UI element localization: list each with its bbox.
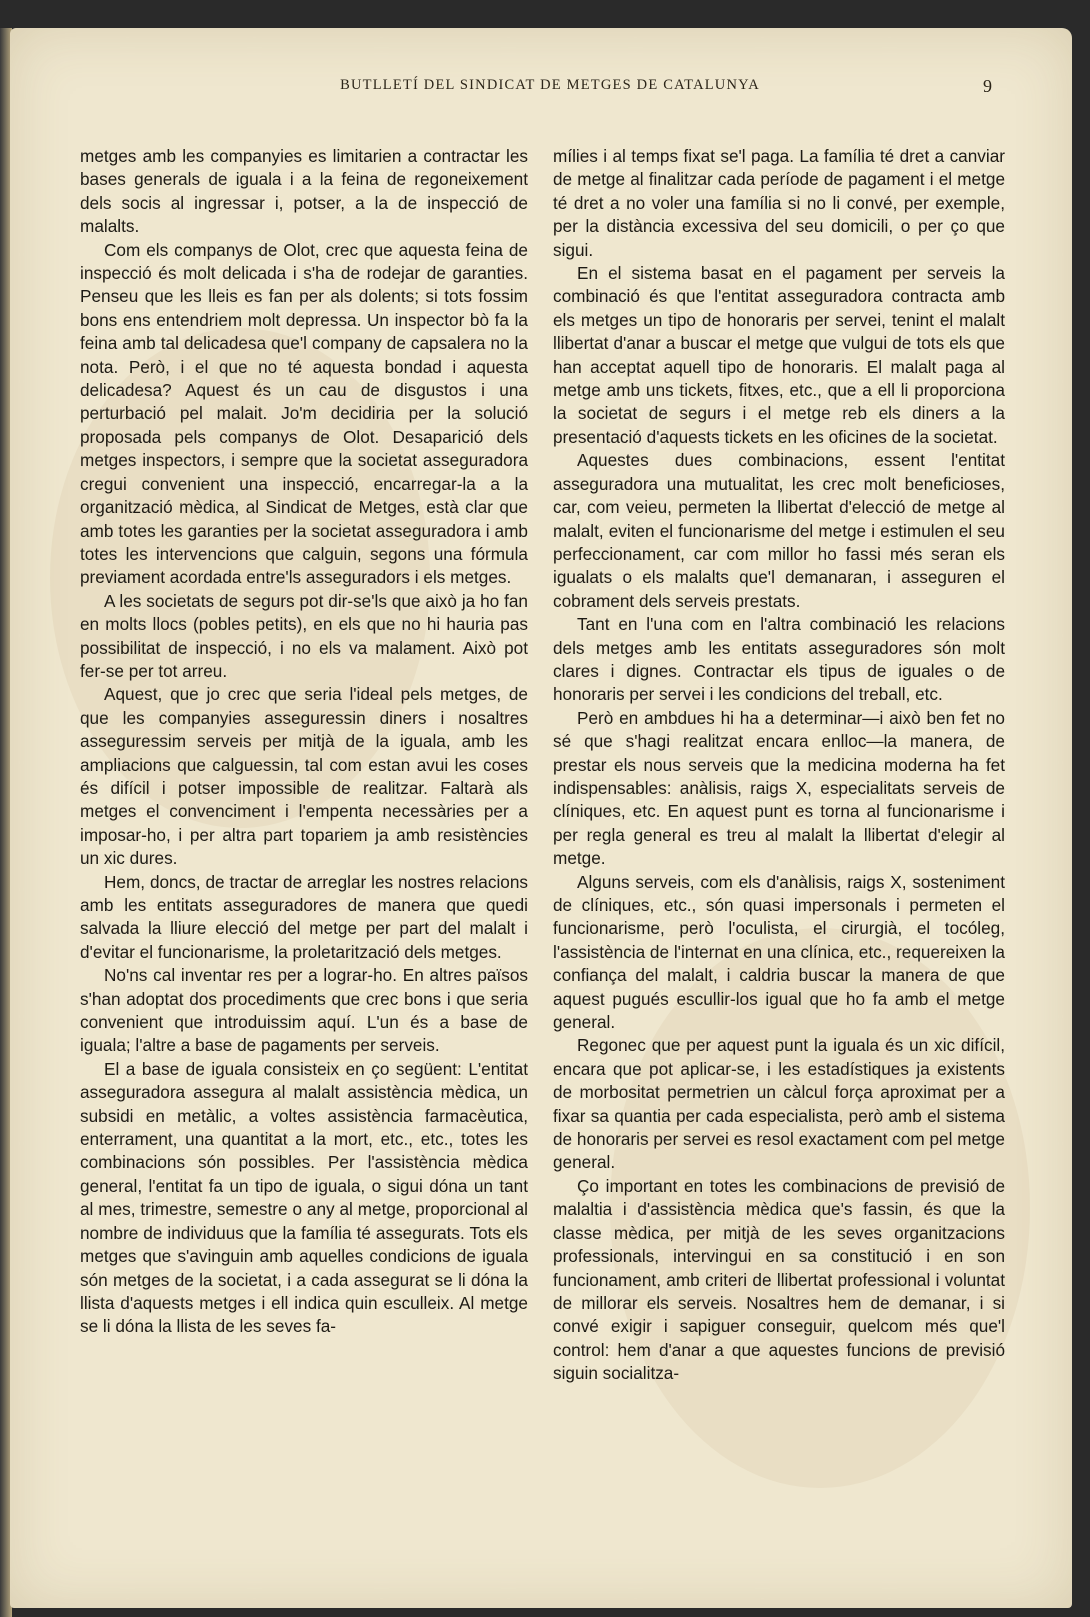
paragraph: Alguns serveis, com els d'anàlisis, raigs X, sosteniment de clíniques, etc., són quasi impersonals i permeten el funcionarisme, però l'oculista, el cirurgià, el tocóleg, l'assistència de l'internat en una clínica, etc., requereixen la confiança del malalt, i caldria buscar la manera de que aquest pugués escullir-los igual que ho fa amb el metge general. [553,871,1005,1033]
paragraph: Hem, doncs, de tractar de arreglar les nostres relacions amb les entitats asseguradores de manera que quedi salvada la lliure elecció del metge per part del malalt i d'evitar el funcionarisme, la proletarització dels metges. [80,871,528,962]
paragraph: A les societats de segurs pot dir-se'ls que això ja ho fan en molts llocs (pobles petits), en els que no hi hauria pas possibilitat de inspecció, i no els va malament. Això pot fer-se per tot arreu. [80,590,528,681]
paragraph: En el sistema basat en el pagament per serveis la combinació és que l'entitat asseguradora contracta amb els metges un tipo de honoraris per servei, tenint el malalt llibertat d'anar a buscar el metge que vulgui de tots els que han acceptat aquell tipo de honoraris. El malalt paga al metge amb uns tickets, fitxes, etc., que a ell li proporciona la societat de segurs i el metge reb els diners a la presentació d'aquests tickets en les oficines de la societat. [553,263,1005,447]
paragraph: mílies i al temps fixat se'l paga. La família té dret a canviar de metge al finalitzar cada període de pagament i el metge té dret a no voler una família si no li convé, per exemple, per la distància excessiva del seu domicili, o per ço que sigui. [553,146,1005,260]
running-header: BUTLLETÍ DEL SINDICAT DE METGES DE CATALUNYA [340,77,760,93]
paragraph: Però en ambdues hi ha a determinar—i això ben fet no sé que s'hagi realitzat encara enlloc—la manera, de prestar els nous serveis que la medicina moderna ha fet indispensables: anàlisis, raigs X, especialitats serveis de clíniques, etc. En aquest punt es torna al funcionarisme i per regla general es treu al malalt la llibertat d'elegir al metge. [553,707,1005,869]
paragraph: Aquestes dues combinacions, essent l'entitat asseguradora una mutualitat, les crec molt beneficioses, car, com veieu, permeten la llibertat d'elecció de metge al malalt, eviten el funcionarisme del metge i estimulen el seu perfeccionament, car com millor ho fassi més seran els igualats o els malalts que'l demanaran, i asseguren el cobrament dels serveis prestats. [553,450,1005,611]
paragraph: Com els companys de Olot, crec que aquesta feina de inspecció és molt delicada i s'ha de rodejar de garanties. Penseu que les lleis es fan per als dolents; si tots fossim bons ens entendriem molt depressa. Un inspector bò fa la feina amb tal delicadesa que'l company de capsalera no la nota. Però, i el que no té aquesta bondad i aquesta delicadesa? Aquest és un cau de disgustos i una perturbació pel malait. Jo'm decidiria per la solució proposada pels companys de Olot. Desaparició dels metges inspectors, i sempre que la societat asseguradora cregui convenient una inspecció, encarregar-la a la organització mèdica, al Sindicat de Metges, està clar que amb totes les garanties per la societat asseguradora i amb totes les intervencions que calguin, segons una fórmula previament acordada entre'ls asseguradors i els metges. [80,239,528,588]
paragraph: metges amb les companyies es limitarien a contractar les bases generals de iguala i a la feina de regoneixement dels socis al ingressar i, potser, a la de inspecció de malalts. [80,146,528,237]
text-column-right [553,145,1005,1386]
paragraph: Aquest, que jo crec que seria l'ideal pels metges, de que les companyies asseguressin diners i nosaltres asseguressim serveis per mitjà de la iguala, amb les ampliacions que calguessin, tal com estan avui les coses és difícil i potser impossible de realitzar. Faltarà als metges el convenciment i l'empenta necessàries per a imposar-ho, i per altra part topariem ja amb resistències un xic dures. [80,684,528,869]
page-number: 9 [983,76,992,96]
paragraph: Ço important en totes les combinacions de previsió de malaltia i d'assistència mèdica que's fassin, és que la classe mèdica, per mitjà de les seves organitzacions professionals, intervingui en sa constitució i en son funcionament, amb criteri de llibertat professional i voluntat de millorar els serveis. Nosaltres hem de demanar, i si convé exigir i sapiguer conseguir, quelcom més que'l control: hem d'anar a que aquestes funcions de previsió siguin socialitza- [553,1175,1005,1384]
paragraph: No'ns cal inventar res per a lograr-ho. En altres països s'han adoptat dos procediments que crec bons i que seria convenient que introduissim aquí. L'un és a base de iguala; l'altre a base de pagaments per serveis. [80,965,528,1056]
paragraph: Regonec que per aquest punt la iguala és un xic difícil, encara que pot aplicar-se, i les estadístiques ja existents de morbositat permetrien un càlcul força aproximat per a fixar sa quantia per cada especialista, però amb el sistema de honoraris per servei es resol exactament com pel metge general. [553,1035,1005,1173]
paragraph: El a base de iguala consisteix en ço següent: L'entitat asseguradora assegura al malalt assistència mèdica, un subsidi en metàlic, a voltes assistència farmacèutica, enterrament, una quantitat a la mort, etc., etc., totes les combinacions són possibles. Per l'assistència mèdica general, l'entitat fa un tipo de iguala, o sigui dóna un tant al mes, trimestre, semestre o any al metge, proporcional al nombre de individuus que la família té assegurats. Tots els metges que s'avinguin amb aquelles condicions de iguala són metges de la societat, i a cada assegurat se li dóna la llista d'aquests metges i ell indica quin esculleix. Al metge se li dóna la llista de les seves fa- [80,1058,528,1337]
paragraph: Tant en l'una com en l'altra combinació les relacions dels metges amb les entitats asseguradores són molt clares i dignes. Contractar els tipus de iguales o de honoraris per servei i les condicions del treball, etc. [553,614,1005,705]
text-column-left [80,145,528,1339]
